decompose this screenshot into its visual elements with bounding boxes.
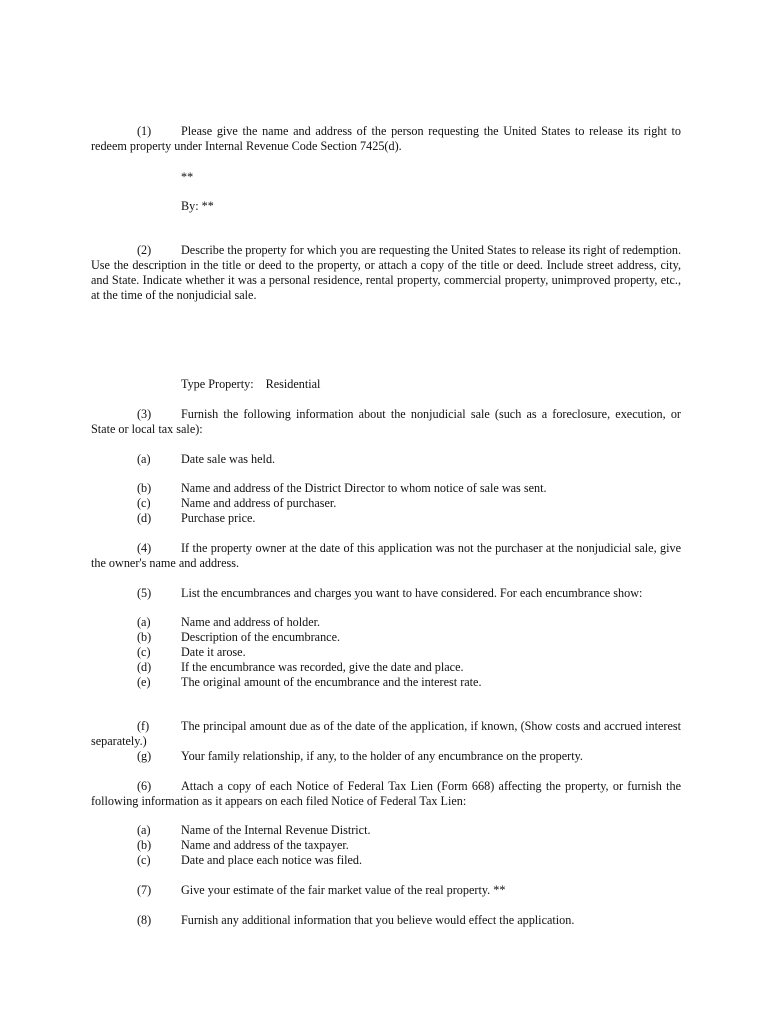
item-label: (c) [137, 853, 151, 867]
question-3 [91, 407, 681, 437]
question-1-by-line [181, 199, 214, 214]
question-2-text: Describe the property for which you are requesting the United States to release its right of redemption. Use the description in the title or deed to the property, or attach a copy of the title or deed. Include street address, city, and State. Indicate whether it was a personal residence, rental property, commercial property, unimproved property, etc., at the time of the nonjudicial sale. [91, 243, 681, 302]
question-2-number: (2) [137, 243, 152, 257]
item-text: Name and address of the taxpayer. [181, 838, 349, 852]
item-label: (a) [137, 452, 151, 466]
item-label: (b) [137, 630, 152, 644]
question-2 [91, 243, 681, 303]
question-5-text: List the encumbrances and charges you want to have considered. For each encumbrance show: [181, 586, 643, 600]
item-text: Name and address of the District Director to whom notice of sale was sent. [181, 481, 547, 495]
question-4 [91, 541, 681, 571]
item-label: (a) [137, 823, 151, 837]
item-label: (d) [137, 660, 152, 674]
question-6-number: (6) [137, 779, 152, 793]
question-4-text: If the property owner at the date of this application was not the purchaser at the nonjudicial sale, give the owner's name and address. [91, 541, 681, 570]
item-label: (c) [137, 645, 151, 659]
question-1-number: (1) [137, 124, 152, 138]
item-text: Name and address of holder. [181, 615, 321, 629]
item-text: Description of the encumbrance. [181, 630, 341, 644]
item-label: (c) [137, 496, 151, 510]
item-label: (e) [137, 675, 151, 689]
type-property-line [181, 377, 320, 392]
question-5 [91, 586, 681, 601]
item-text: The principal amount due as of the date of the application, if known, (Show costs and accrued interest separately.) [91, 719, 681, 748]
question-5-number: (5) [137, 586, 152, 600]
type-property-value: Residential [265, 377, 321, 391]
item-label: (a) [137, 615, 151, 629]
item-text: The original amount of the encumbrance and the interest rate. [181, 675, 482, 689]
item-text: Date it arose. [181, 645, 246, 659]
question-7-text: Give your estimate of the fair market value of the real property. ** [181, 883, 506, 897]
item-label: (g) [137, 749, 152, 763]
question-4-number: (4) [137, 541, 152, 555]
question-6 [91, 779, 681, 809]
question-1-stars: ** [181, 170, 194, 184]
question-5-item-f [91, 719, 681, 749]
question-1 [91, 124, 681, 154]
question-8-number: (8) [137, 913, 152, 927]
item-label: (f) [137, 719, 150, 733]
question-3-number: (3) [137, 407, 152, 421]
question-7-number: (7) [137, 883, 152, 897]
type-property-label: Type Property: [181, 377, 254, 391]
item-text: Name of the Internal Revenue District. [181, 823, 371, 837]
by-stars: ** [201, 199, 214, 213]
by-label: By: [181, 199, 199, 213]
item-text: Your family relationship, if any, to the holder of any encumbrance on the property. [181, 749, 583, 763]
question-8-text: Furnish any additional information that you believe would effect the application. [181, 913, 575, 927]
item-label: (d) [137, 511, 152, 525]
question-3-text: Furnish the following information about the nonjudicial sale (such as a foreclosure, execution, or State or local tax sale): [91, 407, 681, 436]
item-label: (b) [137, 481, 152, 495]
item-text: Name and address of purchaser. [181, 496, 337, 510]
question-6-text: Attach a copy of each Notice of Federal Tax Lien (Form 668) affecting the property, or furnish the following information as it appears on each filed Notice of Federal Tax Lien: [91, 779, 681, 808]
item-text: Purchase price. [181, 511, 256, 525]
item-text: Date sale was held. [181, 452, 276, 466]
item-label: (b) [137, 838, 152, 852]
question-1-text: Please give the name and address of the person requesting the United States to release its right to redeem property under Internal Revenue Code Section 7425(d). [91, 124, 681, 153]
item-text: If the encumbrance was recorded, give the date and place. [181, 660, 464, 674]
item-text: Date and place each notice was filed. [181, 853, 363, 867]
